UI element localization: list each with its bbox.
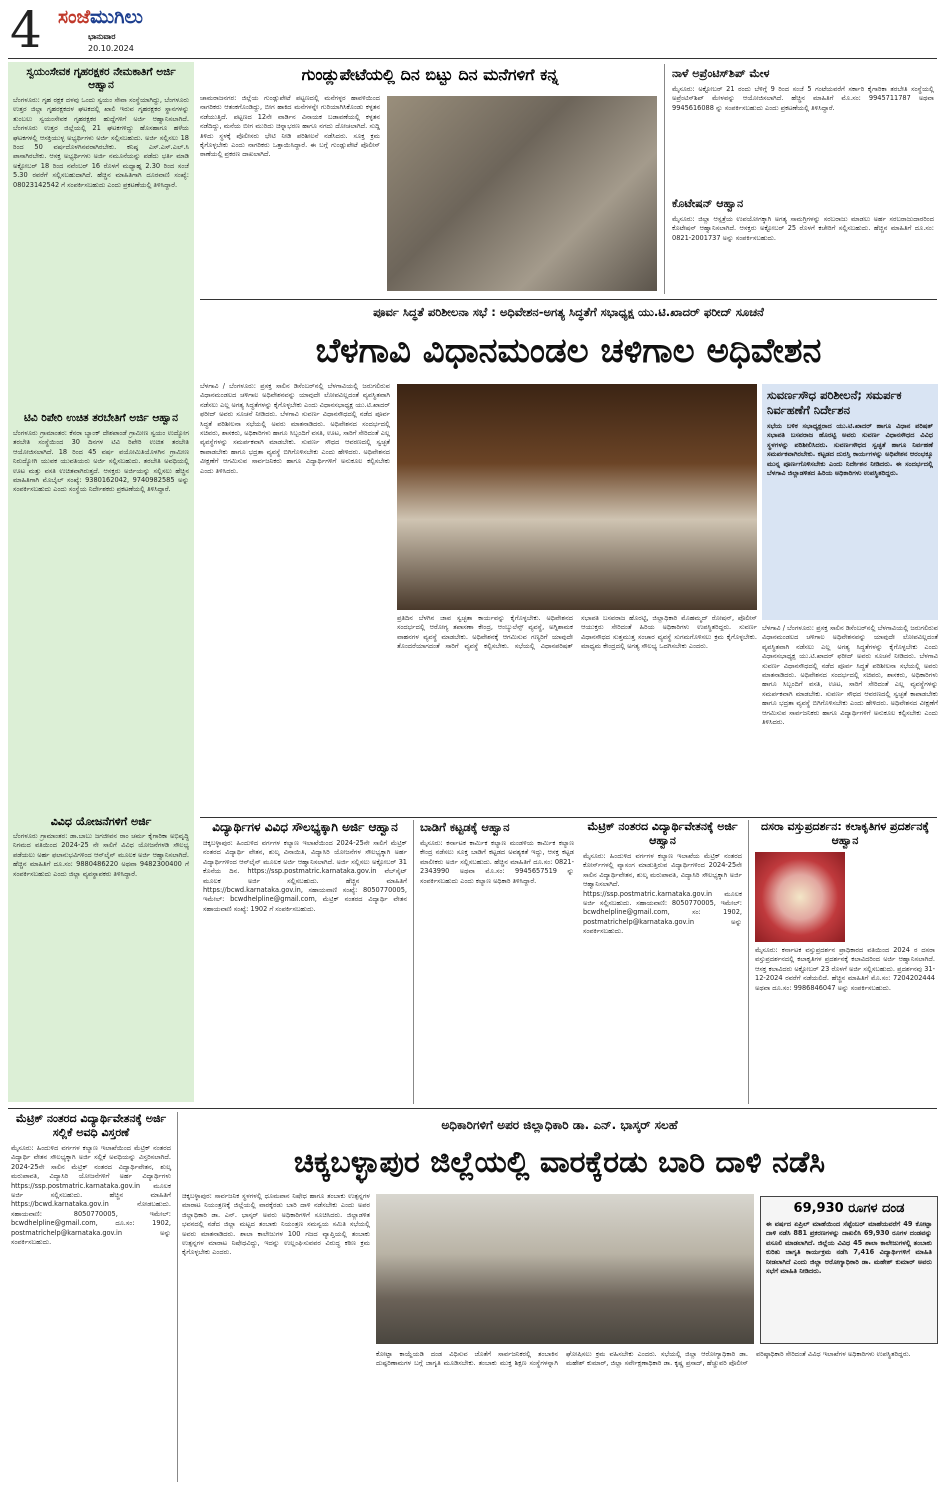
story-students: [200, 820, 410, 1104]
page-number: 4: [10, 2, 42, 58]
belagavi-body-bottom: ಪ್ರತಿದಿನ ಬೆಳಗಿನ ಜಾವ ಸ್ವಚ್ಛತಾ ಕಾರ್ಯವನ್ನು ಕೈಗೊಳ್ಳಬೇಕು. ಅಧಿವೇಶನದ ಸಂದರ್ಭದಲ್ಲಿ ಆರೋಗ್ಯ ತಪಾಸಣಾ ಕೇಂದ್ರ, ಆಂಬ್ಯುಲೆನ್ಸ್ ವ್ಯವಸ್ಥೆ, ಅಗ್ನಿಶಾಮಕ ವಾಹನಗಳ ವ್ಯವಸ್ಥೆ ಮಾಡಬೇಕು. ಅಧಿವೇಶನಕ್ಕೆ ಆಗಮಿಸುವ ಗಣ್ಯರಿಗೆ ಯಾವುದೇ ತೊಂದರೆಯಾಗದಂತೆ ಸಾರಿಗೆ ವ್ಯವಸ್ಥೆ ಕಲ್ಪಿಸಬೇಕು. ಸಭೆಯಲ್ಲಿ ವಿಧಾನಪರಿಷತ್ ಸಭಾಪತಿ ಬಸವರಾಜ ಹೊರಟ್ಟಿ, ಜಿಲ್ಲಾಧಿಕಾರಿ ಮೊಹಮ್ಮದ್ ರೋಷನ್, ಪೊಲೀಸ್ ಆಯುಕ್ತರು ಸೇರಿದಂತೆ ಹಿರಿಯ ಅಧಿಕಾರಿಗಳು ಉಪಸ್ಥಿತರಿದ್ದರು. ಸುವರ್ಣ ವಿಧಾನಸೌಧದ ಸುತ್ತಮುತ್ತ ಸಂಚಾರ ವ್ಯವಸ್ಥೆ ಸುಗಮಗೊಳಿಸಲು ಕ್ರಮ ಕೈಗೊಳ್ಳಬೇಕು. ಮಾಧ್ಯಮ ಕೇಂದ್ರದಲ್ಲಿ ಅಗತ್ಯ ಸೌಲಭ್ಯ ಒದಗಿಸಬೇಕು ಎಂದರು.: [397, 614, 757, 651]
gundlupete-headline: ಗುಂಡ್ಲುಪೇಟೆಯಲ್ಲಿ ದಿನ ಬಿಟ್ಟು ದಿನ ಮನೆಗಳಿಗೆ ಕನ್ನ: [301, 65, 559, 84]
left-heading-1: ಸ್ವಯಂಸೇವಕ ಗೃಹರಕ್ಷಕರ ನೇಮಕಾತಿಗೆ ಅರ್ಜಿ ಆಹ್ವಾನ: [26, 66, 176, 91]
left-column: [8, 62, 194, 1102]
left-body-1: ಬೆಂಗಳೂರು: ಗೃಹ ರಕ್ಷಕ ದಳವು ಒಂದು ಸ್ವಯಂ ಸೇವಾ ಸಂಸ್ಥೆಯಾಗಿದ್ದು, ಬೆಂಗಳೂರು ಉತ್ತರ ಜಿಲ್ಲಾ ಗೃಹರಕ್ಷಕದಳ ಘಟಕದಲ್ಲಿ ಖಾಲಿ ಇರುವ ಗೃಹರಕ್ಷಕರ ಸ್ಥಾನಗಳನ್ನು ತುಂಬಲು ಸ್ವಯಂಸೇವಕ ಗೃಹರಕ್ಷಕರ ಹುದ್ದೆಗಳಿಗೆ ಅರ್ಜಿ ಆಹ್ವಾನಿಸಲಾಗಿದೆ. ಬೆಂಗಳೂರು ಉತ್ತರ ಜಿಲ್ಲೆಯಲ್ಲಿ 21 ಘಟಕಗಳಿದ್ದು ಹೊಸಹಾಗೂ ಹಳೆಯ ಘಟಕಗಳಲ್ಲಿ ಆಸಕ್ತಿಯುಳ್ಳ ಅಭ್ಯರ್ಥಿಗಳು ಅರ್ಜಿ ಸಲ್ಲಿಸಬಹುದು. ಅರ್ಜಿ ಸಲ್ಲಿಸಲು 18 ರಿಂದ 50 ವರ್ಷದೊಳಗಿನವರಾಗಿರಬೇಕು. ಕನಿಷ್ಠ ಎಸ್.ಎಸ್.ಎಲ್.ಸಿ ಪಾಸಾಗಿರಬೇಕು. ಆಸಕ್ತ ಅಭ್ಯರ್ಥಿಗಳು ಅರ್ಜಿ ನಮೂನೆಯನ್ನು ಪಡೆದು ಭರ್ತಿ ಮಾಡಿ ಅಕ್ಟೋಬರ್ 18 ರಿಂದ ನವೆಂಬರ್ 16 ರೊಳಗೆ ಮಧ್ಯಾಹ್ನ 2.30 ರಿಂದ ಸಂಜೆ 5.30 ರವರೆಗೆ ಸಲ್ಲಿಸಬಹುದಾಗಿದೆ. ಹೆಚ್ಚಿನ ಮಾಹಿತಿಗಾಗಿ ದೂರವಾಣಿ ಸಂಖ್ಯೆ: 08023142542 ಗೆ ಸಂಪರ್ಕಿಸಬಹುದು ಎಂದು ಪ್ರಕಟಣೆಯಲ್ಲಿ ತಿಳಿಸಿದ್ದಾರೆ.: [13, 96, 189, 189]
story-gundlupete: [200, 62, 660, 294]
dasara-body: ಮೈಸೂರು: ಕರ್ನಾಟಕ ವಸ್ತುಪ್ರದರ್ಶನ ಪ್ರಾಧಿಕಾರದ ವತಿಯಿಂದ 2024 ರ ದಸರಾ ವಸ್ತುಪ್ರದರ್ಶನದಲ್ಲಿ ಕಲಾಕೃತಿಗಳ ಪ್ರದರ್ಶನಕ್ಕೆ ಕಲಾವಿದರಿಂದ ಅರ್ಜಿ ಆಹ್ವಾನಿಸಲಾಗಿದೆ. ಆಸಕ್ತ ಕಲಾವಿದರು ಅಕ್ಟೋಬರ್ 23 ರೊಳಗೆ ಅರ್ಜಿ ಸಲ್ಲಿಸಬಹುದು. ಪ್ರದರ್ಶನವು 31-12-2024 ರವರೆಗೆ ನಡೆಯಲಿದೆ. ಹೆಚ್ಚಿನ ಮಾಹಿತಿಗೆ ಮೊ.ಸಂ: 7204202444 ಅಥವಾ ದೂ.ಸಂ: 9986846047 ಅನ್ನು ಸಂಪರ್ಕಿಸಬಹುದು.: [755, 946, 935, 992]
belagavi-body-left: ಬೆಳಗಾವಿ / ಬೆಂಗಳೂರು: ಪ್ರಸಕ್ತ ಸಾಲಿನ ಡಿಸೆಂಬರ್‌ನಲ್ಲಿ ಬೆಳಗಾವಿಯಲ್ಲಿ ಜರುಗಲಿರುವ ವಿಧಾನಮಂಡಲದ ಚಳಿಗಾಲ ಅಧಿವೇಶನವನ್ನು ಯಾವುದೇ ಲೋಪವಿಲ್ಲದಂತೆ ವ್ಯವಸ್ಥಿತವಾಗಿ ನಡೆಸಲು ಎಲ್ಲ ಅಗತ್ಯ ಸಿದ್ಧತೆಗಳನ್ನು ಕೈಗೊಳ್ಳಬೇಕು ಎಂದು ವಿಧಾನಸಭಾಧ್ಯಕ್ಷ ಯು.ಟಿ.ಖಾದರ್ ಫರೀದ್ ಅವರು ಸೂಚನೆ ನೀಡಿದರು. ಬೆಳಗಾವಿ ಸುವರ್ಣ ವಿಧಾನಸೌಧದಲ್ಲಿ ನಡೆದ ಪೂರ್ವ ಸಿದ್ಧತೆ ಪರಿಶೀಲನಾ ಸಭೆಯಲ್ಲಿ ಅವರು ಮಾತನಾಡಿದರು. ಅಧಿವೇಶನದ ಸಂದರ್ಭದಲ್ಲಿ ಸಚಿವರು, ಶಾಸಕರು, ಅಧಿಕಾರಿಗಳು ಹಾಗೂ ಸಿಬ್ಬಂದಿಗೆ ವಸತಿ, ಊಟ, ಸಾರಿಗೆ ಸೇರಿದಂತೆ ಎಲ್ಲ ವ್ಯವಸ್ಥೆಗಳನ್ನು ಸಮರ್ಪಕವಾಗಿ ಮಾಡಬೇಕು. ಸುವರ್ಣ ಸೌಧದ ಆವರಣದಲ್ಲಿ ಸ್ವಚ್ಛತೆ ಕಾಪಾಡಬೇಕು ಹಾಗೂ ಭದ್ರತಾ ವ್ಯವಸ್ಥೆ ಬಿಗಿಗೊಳಿಸಬೇಕು ಎಂದು ಹೇಳಿದರು. ಅಧಿವೇಶನದ ವೀಕ್ಷಣೆಗೆ ಆಗಮಿಸುವ ಸಾರ್ವಜನಿಕರು ಹಾಗೂ ವಿದ್ಯಾರ್ಥಿಗಳಿಗೆ ಅನುಕೂಲ ಕಲ್ಪಿಸಬೇಕು ಎಂದು ತಿಳಿಸಿದರು.: [200, 382, 390, 475]
left-body-3: ಬೆಂಗಳೂರು ಗ್ರಾಮಾಂತರ: ಡಾ.ಬಾಬು ಜಗಜೀವನ ರಾಂ ಚರ್ಮ ಕೈಗಾರಿಕಾ ಅಭಿವೃದ್ಧಿ ನಿಗಮದ ವತಿಯಿಂದ 2024-25 ನೇ ಸಾಲಿಗೆ ವಿವಿಧ ಯೋಜನೆಗಳಡಿ ಸೌಲಭ್ಯ ಪಡೆಯಲು ಅರ್ಹ ಫಲಾನುಭವಿಗಳಿಂದ ಆನ್‌ಲೈನ್ ಮೂಲಕ ಅರ್ಜಿ ಆಹ್ವಾನಿಸಲಾಗಿದೆ. ಹೆಚ್ಚಿನ ಮಾಹಿತಿಗೆ ದೂ.ಸಂ: 9880486220 ಅಥವಾ 9482300400 ಗೆ ಸಂಪರ್ಕಿಸಬಹುದು ಎಂದು ಜಿಲ್ಲಾ ವ್ಯವಸ್ಥಾಪಕರು ತಿಳಿಸಿದ್ದಾರೆ.: [13, 832, 189, 878]
box-apprenticeship: [668, 64, 938, 192]
story-postmatric: [580, 820, 745, 1104]
chikkaballapura-body-right: ಕೋಟ್ಪಾ ಕಾಯ್ದೆಯಡಿ ದಂಡ ವಿಧಿಸುವ ಜೊತೆಗೆ ಸಾರ್ವಜನಿಕರಲ್ಲಿ ತಂಬಾಕಿನ ದುಷ್ಪರಿಣಾಮಗಳ ಬಗ್ಗೆ ಜಾಗೃತಿ ಮೂಡಿಸಬೇಕು. ತಂಬಾಕು ಮುಕ್ತ ಶಿಕ್ಷಣ ಸಂಸ್ಥೆಗಳನ್ನಾಗಿ ಘೋಷಿಸಲು ಕ್ರಮ ವಹಿಸಬೇಕು ಎಂದರು. ಸಭೆಯಲ್ಲಿ ಜಿಲ್ಲಾ ಆರೋಗ್ಯಾಧಿಕಾರಿ ಡಾ. ಮಹೇಶ್ ಕುಮಾರ್, ಜಿಲ್ಲಾ ಸರ್ವೇಕ್ಷಣಾಧಿಕಾರಿ ಡಾ. ಕೃಷ್ಣ ಪ್ರಸಾದ್, ಹೆಚ್ಚುವರಿ ಪೊಲೀಸ್ ವರಿಷ್ಠಾಧಿಕಾರಿ ಸೇರಿದಂತೆ ವಿವಿಧ ಇಲಾಖೆಗಳ ಅಧಿಕಾರಿಗಳು ಉಪಸ್ಥಿತರಿದ್ದರು.: [376, 1350, 911, 1368]
masthead: [0, 0, 945, 60]
quotation-heading: ಕೊಟೇಷನ್ ಆಹ್ವಾನ: [672, 197, 744, 210]
brand-logo: [58, 6, 178, 32]
divider-mid: [200, 817, 937, 818]
dasara-photo: [755, 852, 845, 942]
divider-top: [664, 64, 665, 294]
box-fine: [760, 1196, 938, 1344]
building-body: ಮೈಸೂರು: ಕರ್ನಾಟಕ ಕಾರ್ಮಿಕ ಕಲ್ಯಾಣ ಮಂಡಳಿಯ ಕಾರ್ಮಿಕ ಕಲ್ಯಾಣ ಕೇಂದ್ರ ನಡೆಸಲು ಸೂಕ್ತ ಬಾಡಿಗೆ ಕಟ್ಟಡದ ಅವಶ್ಯಕತೆ ಇದ್ದು, ಆಸಕ್ತ ಕಟ್ಟಡ ಮಾಲೀಕರು ಅರ್ಜಿ ಸಲ್ಲಿಸಬಹುದು. ಹೆಚ್ಚಿನ ಮಾಹಿತಿಗೆ ದೂ.ಸಂ: 0821-2343990 ಅಥವಾ ಮೊ.ಸಂ: 9945657519 ನ್ನು ಸಂಪರ್ಕಿಸಬಹುದು ಎಂದು ಕಲ್ಯಾಣ ಅಧಿಕಾರಿ ತಿಳಿಸಿದ್ದಾರೆ.: [420, 839, 574, 885]
issue-day: ಭಾನುವಾರ: [88, 32, 116, 41]
gundlupete-body: ಚಾಮರಾಜನಗರ: ಜಿಲ್ಲೆಯ ಗುಂಡ್ಲುಪೇಟೆ ಪಟ್ಟಣದಲ್ಲಿ ಮನೆಗಳ್ಳರ ಹಾವಳಿಯಿಂದ ನಾಗರಿಕರು ಆತಂಕಗೊಂಡಿದ್ದು, ಬೀಗ ಹಾಕಿದ ಮನೆಗಳನ್ನೇ ಗುರಿಯಾಗಿಸಿಕೊಂಡು ಕಳ್ಳತನ ನಡೆಯುತ್ತಿದೆ. ಪಟ್ಟಣದ 12ನೇ ವಾರ್ಡಿನ ವಿನಾಯಕ ಬಡಾವಣೆಯಲ್ಲಿ ಕಳ್ಳತನ ನಡೆದಿದ್ದು, ಮನೆಯ ಬೀಗ ಮುರಿದು ಚಿನ್ನಾಭರಣ ಹಾಗೂ ನಗದು ದೋಚಲಾಗಿದೆ. ಸುದ್ದಿ ತಿಳಿದು ಸ್ಥಳಕ್ಕೆ ಪೊಲೀಸರು ಭೇಟಿ ನೀಡಿ ಪರಿಶೀಲನೆ ನಡೆಸಿದರು. ಸೂಕ್ತ ಕ್ರಮ ಕೈಗೊಳ್ಳಬೇಕು ಎಂದು ನಾಗರಿಕರು ಒತ್ತಾಯಿಸಿದ್ದಾರೆ. ಈ ಬಗ್ಗೆ ಗುಂಡ್ಲುಪೇಟೆ ಪೊಲೀಸ್ ಠಾಣೆಯಲ್ಲಿ ಪ್ರಕರಣ ದಾಖಲಾಗಿದೆ.: [200, 94, 380, 159]
brand-right: ಮುಗಿಲು: [90, 6, 143, 28]
left-body-2: ಬೆಂಗಳೂರು ಗ್ರಾಮಾಂತರ: ಕೆನರಾ ಬ್ಯಾಂಕ್ ದೇಶಪಾಂಡೆ ಗ್ರಾಮೀಣ ಸ್ವಯಂ ಉದ್ಯೋಗ ತರಬೇತಿ ಸಂಸ್ಥೆಯಿಂದ 30 ದಿನಗಳ ಟಿವಿ ರಿಪೇರಿ ಉಚಿತ ತರಬೇತಿ ಆಯೋಜಿಸಲಾಗಿದೆ. 18 ರಿಂದ 45 ವರ್ಷ ವಯೋಮಿತಿಯೊಳಗಿನ ಗ್ರಾಮೀಣ ನಿರುದ್ಯೋಗಿ ಯುವಕ ಯುವತಿಯರು ಅರ್ಜಿ ಸಲ್ಲಿಸಬಹುದು. ತರಬೇತಿ ಅವಧಿಯಲ್ಲಿ ಊಟ ಮತ್ತು ವಸತಿ ಉಚಿತವಾಗಿರುತ್ತದೆ. ಆಸಕ್ತರು ಅರ್ಜಿಯನ್ನು ಸಲ್ಲಿಸಲು ಹೆಚ್ಚಿನ ಮಾಹಿತಿಗಾಗಿ ಮೊಬೈಲ್ ಸಂಖ್ಯೆ: 9380162042, 9740982585 ಅನ್ನು ಸಂಪರ್ಕಿಸಬಹುದು ಎಂದು ಸಂಸ್ಥೆಯ ನಿರ್ದೇಶಕರು ಪ್ರಕಟಣೆಯಲ್ಲಿ ತಿಳಿಸಿದ್ದಾರೆ.: [13, 429, 189, 494]
brand-left: ಸಂಜೆ: [58, 6, 91, 28]
divider-dasara: [748, 820, 749, 1104]
chikkaballapura-body-left: ಚಿಕ್ಕಬಳ್ಳಾಪುರ: ಸಾರ್ವಜನಿಕ ಸ್ಥಳಗಳಲ್ಲಿ ಧೂಮಪಾನ ನಿಷೇಧ ಹಾಗೂ ತಂಬಾಕು ಉತ್ಪನ್ನಗಳ ಮಾರಾಟ ನಿಯಂತ್ರಣಕ್ಕೆ ಜಿಲ್ಲೆಯಲ್ಲಿ ವಾರಕ್ಕೆರಡು ಬಾರಿ ದಾಳಿ ನಡೆಸಬೇಕು ಎಂದು ಅಪರ ಜಿಲ್ಲಾಧಿಕಾರಿ ಡಾ. ಎನ್. ಭಾಸ್ಕರ್ ಅವರು ಅಧಿಕಾರಿಗಳಿಗೆ ಸೂಚಿಸಿದರು. ಜಿಲ್ಲಾಡಳಿತ ಭವನದಲ್ಲಿ ನಡೆದ ಜಿಲ್ಲಾ ಮಟ್ಟದ ತಂಬಾಕು ನಿಯಂತ್ರಣ ಸಮನ್ವಯ ಸಮಿತಿ ಸಭೆಯಲ್ಲಿ ಅವರು ಮಾತನಾಡಿದರು. ಶಾಲಾ ಕಾಲೇಜುಗಳ 100 ಗಜದ ವ್ಯಾಪ್ತಿಯಲ್ಲಿ ತಂಬಾಕು ಉತ್ಪನ್ನಗಳ ಮಾರಾಟ ನಿಷೇಧವಿದ್ದು, ಇದನ್ನು ಉಲ್ಲಂಘಿಸುವವರ ವಿರುದ್ಧ ಕಠಿಣ ಕ್ರಮ ಕೈಗೊಳ್ಳಬೇಕು ಎಂದರು.: [182, 1192, 370, 1257]
quotation-body: ಮೈಸೂರು: ಜಿಲ್ಲಾ ಆಸ್ಪತ್ರೆಯ ಉಪಯೋಗಕ್ಕಾಗಿ ಅಗತ್ಯ ಸಾಮಗ್ರಿಗಳನ್ನು ಸರಬರಾಜು ಮಾಡಲು ಅರ್ಹ ಸರಬರಾಜುದಾರರಿಂದ ಕೊಟೇಷನ್ ಆಹ್ವಾನಿಸಲಾಗಿದೆ. ಆಸಕ್ತರು ಅಕ್ಟೋಬರ್ 25 ರೊಳಗೆ ಕಚೇರಿಗೆ ಸಲ್ಲಿಸಬಹುದು. ಹೆಚ್ಚಿನ ಮಾಹಿತಿಗೆ ದೂ.ಸಂ: 0821-2001737 ಅನ್ನು ಸಂಪರ್ಕಿಸಬಹುದು.: [672, 215, 934, 242]
box-quotation: [668, 194, 938, 294]
students-heading: ವಿದ್ಯಾರ್ಥಿಗಳ ವಿವಿಧ ಸೌಲಭ್ಯಕ್ಕಾಗಿ ಅರ್ಜಿ ಆಹ್ವಾನ: [212, 820, 398, 834]
left-heading-2: ಟಿವಿ ರಿಪೇರಿ ಉಚಿತ ತರಬೇತಿಗೆ ಅರ್ಜಿ ಆಹ್ವಾನ: [24, 412, 178, 424]
postmatric-body: ಮೈಸೂರು: ಹಿಂದುಳಿದ ವರ್ಗಗಳ ಕಲ್ಯಾಣ ಇಲಾಖೆಯ ಮೆಟ್ರಿಕ್ ನಂತರದ ಕೋರ್ಸ್‌ಗಳಲ್ಲಿ ವ್ಯಾಸಂಗ ಮಾಡುತ್ತಿರುವ ವಿದ್ಯಾರ್ಥಿಗಳಿಂದ 2024-25ನೇ ಸಾಲಿನ ವಿದ್ಯಾರ್ಥಿವೇತನ, ಶುಲ್ಕ ಮರುಪಾವತಿ, ವಿದ್ಯಾಸಿರಿ ಸೌಲಭ್ಯಕ್ಕಾಗಿ ಅರ್ಜಿ ಆಹ್ವಾನಿಸಲಾಗಿದೆ. https://ssp.postmatric.karnataka.gov.in ಮೂಲಕ ಅರ್ಜಿ ಸಲ್ಲಿಸಬಹುದು. ಸಹಾಯವಾಣಿ: 8050770005, ಇಮೇಲ್: bcwdhelpline@gmail.com, ಸಂ: 1902, postmatrichelp@karnataka.gov.in ಅನ್ನು ಸಂಪರ್ಕಿಸಬಹುದು.: [583, 852, 742, 936]
divider-students: [413, 820, 414, 1104]
suvarnasoudha-body: ಸಭೆಯ ಬಳಿಕ ಸಭಾಧ್ಯಕ್ಷರಾದ ಯು.ಟಿ.ಖಾದರ್ ಹಾಗೂ ವಿಧಾನ ಪರಿಷತ್ ಸಭಾಪತಿ ಬಸವರಾಜ ಹೊರಟ್ಟಿ ಅವರು ಸುವರ್ಣ ವಿಧಾನಸೌಧದ ವಿವಿಧ ಸ್ಥಳಗಳನ್ನು ಪರಿಶೀಲಿಸಿದರು. ಸುವರ್ಣಸೌಧದ ಸ್ವಚ್ಛತೆ ಹಾಗೂ ನಿರ್ವಹಣೆ ಸಮರ್ಪಕವಾಗಿರಬೇಕು. ಕಟ್ಟಡದ ದುರಸ್ತಿ ಕಾರ್ಯಗಳನ್ನು ಅಧಿವೇಶನ ಆರಂಭಕ್ಕೂ ಮುನ್ನ ಪೂರ್ಣಗೊಳಿಸಬೇಕು ಎಂದು ನಿರ್ದೇಶನ ನೀಡಿದರು. ಈ ಸಂದರ್ಭದಲ್ಲಿ ಬೆಳಗಾವಿ ಜಿಲ್ಲಾಡಳಿತದ ಹಿರಿಯ ಅಧಿಕಾರಿಗಳು ಉಪಸ್ಥಿತರಿದ್ದರು.: [767, 422, 933, 478]
divider-bottom: [8, 1108, 937, 1109]
divider-belagavi-top: [200, 299, 937, 300]
belagavi-body-right-text: ಬೆಳಗಾವಿ / ಬೆಂಗಳೂರು: ಪ್ರಸಕ್ತ ಸಾಲಿನ ಡಿಸೆಂಬರ್‌ನಲ್ಲಿ ಬೆಳಗಾವಿಯಲ್ಲಿ ಜರುಗಲಿರುವ ವಿಧಾನಮಂಡಲದ ಚಳಿಗಾಲ ಅಧಿವೇಶನವನ್ನು ಯಾವುದೇ ಲೋಪವಿಲ್ಲದಂತೆ ವ್ಯವಸ್ಥಿತವಾಗಿ ನಡೆಸಲು ಎಲ್ಲ ಅಗತ್ಯ ಸಿದ್ಧತೆಗಳನ್ನು ಕೈಗೊಳ್ಳಬೇಕು ಎಂದು ವಿಧಾನಸಭಾಧ್ಯಕ್ಷ ಯು.ಟಿ.ಖಾದರ್ ಫರೀದ್ ಅವರು ಸೂಚನೆ ನೀಡಿದರು. ಬೆಳಗಾವಿ ಸುವರ್ಣ ವಿಧಾನಸೌಧದಲ್ಲಿ ನಡೆದ ಪೂರ್ವ ಸಿದ್ಧತೆ ಪರಿಶೀಲನಾ ಸಭೆಯಲ್ಲಿ ಅವರು ಮಾತನಾಡಿದರು. ಅಧಿವೇಶನದ ಸಂದರ್ಭದಲ್ಲಿ ಸಚಿವರು, ಶಾಸಕರು, ಅಧಿಕಾರಿಗಳು ಹಾಗೂ ಸಿಬ್ಬಂದಿಗೆ ವಸತಿ, ಊಟ, ಸಾರಿಗೆ ಸೇರಿದಂತೆ ಎಲ್ಲ ವ್ಯವಸ್ಥೆಗಳನ್ನು ಸಮರ್ಪಕವಾಗಿ ಮಾಡಬೇಕು. ಸುವರ್ಣ ಸೌಧದ ಆವರಣದಲ್ಲಿ ಸ್ವಚ್ಛತೆ ಕಾಪಾಡಬೇಕು ಹಾಗೂ ಭದ್ರತಾ ವ್ಯವಸ್ಥೆ ಬಿಗಿಗೊಳಿಸಬೇಕು ಎಂದು ಹೇಳಿದರು. ಅಧಿವೇಶನದ ವೀಕ್ಷಣೆಗೆ ಆಗಮಿಸುವ ಸಾರ್ವಜನಿಕರು ಹಾಗೂ ವಿದ್ಯಾರ್ಥಿಗಳಿಗೆ ಅನುಕೂಲ ಕಲ್ಪಿಸಬೇಕು ಎಂದು ತಿಳಿಸಿದರು.: [762, 624, 938, 727]
fine-heading: 69,930 ರೂಗಳ ದಂಡ: [793, 1201, 905, 1216]
belagavi-headline: ಬೆಳಗಾವಿ ವಿಧಾನಮಂಡಲ ಚಳಿಗಾಲ ಅಧಿವೇಶನ: [315, 331, 822, 371]
issue-date: 20.10.2024: [88, 44, 134, 53]
divider-bottom-left: [177, 1112, 178, 1482]
chikkaballapura-photo: [376, 1194, 754, 1344]
apprenticeship-heading: ನಾಳೆ ಅಪ್ರೆಂಟಿಸ್‌ಶಿಪ್ ಮೇಳ: [672, 67, 770, 80]
bottom-left-body: ಮೈಸೂರು: ಹಿಂದುಳಿದ ವರ್ಗಗಳ ಕಲ್ಯಾಣ ಇಲಾಖೆಯಿಂದ ಮೆಟ್ರಿಕ್ ನಂತರದ ವಿದ್ಯಾರ್ಥಿ ವೇತನ ಸೌಲಭ್ಯಕ್ಕಾಗಿ ಅರ್ಜಿ ಸಲ್ಲಿಕೆ ಅವಧಿಯನ್ನು ವಿಸ್ತರಿಸಲಾಗಿದೆ. 2024-25ನೇ ಸಾಲಿನ ಮೆಟ್ರಿಕ್ ನಂತರದ ವಿದ್ಯಾರ್ಥಿವೇತನ, ಶುಲ್ಕ ಮರುಪಾವತಿ, ವಿದ್ಯಾಸಿರಿ ಯೋಜನೆಗಳಿಗೆ ಅರ್ಹ ವಿದ್ಯಾರ್ಥಿಗಳು https://ssp.postmatric.karnataka.gov.in ಮೂಲಕ ಅರ್ಜಿ ಸಲ್ಲಿಸಬಹುದು. ಹೆಚ್ಚಿನ ಮಾಹಿತಿಗೆ https://bcwd.karnataka.gov.in ನೋಡಬಹುದು. ಸಹಾಯವಾಣಿ: 8050770005, ಇಮೇಲ್: bcwdhelpline@gmail.com, ದೂ.ಸಂ: 1902, postmatrichelp@karnataka.gov.in ಅನ್ನು ಸಂಪರ್ಕಿಸಬಹುದು.: [11, 1144, 171, 1247]
apprenticeship-body: ಮೈಸೂರು: ಅಕ್ಟೋಬರ್ 21 ರಂದು ಬೆಳಿಗ್ಗೆ 9 ರಿಂದ ಸಂಜೆ 5 ಗಂಟೆಯವರೆಗೆ ಸರ್ಕಾರಿ ಕೈಗಾರಿಕಾ ತರಬೇತಿ ಸಂಸ್ಥೆಯಲ್ಲಿ ಅಪ್ರೆಂಟಿಸ್‌ಶಿಪ್ ಮೇಳವನ್ನು ಆಯೋಜಿಸಲಾಗಿದೆ. ಹೆಚ್ಚಿನ ಮಾಹಿತಿಗೆ ಮೊ.ಸಂ: 9945711787 ಅಥವಾ 9945616088 ನ್ನು ಸಂಪರ್ಕಿಸಬಹುದು ಎಂದು ಪ್ರಕಟಣೆಯಲ್ಲಿ ತಿಳಿಸಿದ್ದಾರೆ.: [672, 85, 934, 112]
story-building: [417, 820, 577, 1104]
chikkaballapura-headline: ಚಿಕ್ಕಬಳ್ಳಾಪುರ ಜಿಲ್ಲೆಯಲ್ಲಿ ವಾರಕ್ಕೆರಡು ಬಾರಿ ದಾಳಿ ನಡೆಸಿ: [293, 1145, 826, 1180]
story-dasara: [752, 820, 938, 1104]
students-body: ಚಿಕ್ಕಬಳ್ಳಾಪುರ: ಹಿಂದುಳಿದ ವರ್ಗಗಳ ಕಲ್ಯಾಣ ಇಲಾಖೆಯಿಂದ 2024-25ನೇ ಸಾಲಿಗೆ ಮೆಟ್ರಿಕ್ ನಂತರದ ವಿದ್ಯಾರ್ಥಿ ವೇತನ, ಶುಲ್ಕ ವಿನಾಯಿತಿ, ವಿದ್ಯಾಸಿರಿ ಯೋಜನೆಗಳ ಸೌಲಭ್ಯಕ್ಕಾಗಿ ಅರ್ಹ ವಿದ್ಯಾರ್ಥಿಗಳಿಂದ ಆನ್‌ಲೈನ್ ಮೂಲಕ ಅರ್ಜಿ ಆಹ್ವಾನಿಸಲಾಗಿದೆ. ಅರ್ಜಿ ಸಲ್ಲಿಸಲು ಅಕ್ಟೋಬರ್ 31 ಕೊನೆಯ ದಿನ. https://ssp.postmatric.karnataka.gov.in ವೆಬ್‌ಸೈಟ್ ಮೂಲಕ ಅರ್ಜಿ ಸಲ್ಲಿಸಬಹುದು. ಹೆಚ್ಚಿನ ಮಾಹಿತಿಗೆ https://bcwd.karnataka.gov.in, ಸಹಾಯವಾಣಿ ಸಂಖ್ಯೆ: 8050770005, ಇಮೇಲ್: bcwdhelpline@gmail.com, ಮೆಟ್ರಿಕ್ ನಂತರದ ವಿದ್ಯಾರ್ಥಿ ವೇತನ ಸಹಾಯವಾಣಿ ಸಂಖ್ಯೆ: 1902 ಗೆ ಸಂಪರ್ಕಿಸಬಹುದು.: [203, 839, 407, 913]
dasara-heading: ದಸರಾ ವಸ್ತುಪ್ರದರ್ಶನ: ಕಲಾಕೃತಿಗಳ ಪ್ರದರ್ಶನಕ್ಕೆ ಆಹ್ವಾನ: [761, 820, 929, 847]
chikkaballapura-kicker: ಅಧಿಕಾರಿಗಳಿಗೆ ಅಪರ ಜಿಲ್ಲಾಧಿಕಾರಿ ಡಾ. ಎನ್. ಭಾಸ್ಕರ್ ಸಲಹೆ: [441, 1118, 678, 1132]
box-suvarnasoudha: [762, 384, 938, 620]
left-heading-3: ವಿವಿಧ ಯೋಜನೆಗಳಿಗೆ ಅರ್ಜಿ: [50, 815, 152, 828]
gundlupete-photo: [387, 96, 657, 291]
belagavi-body-right: [762, 624, 938, 812]
bottom-left-heading: ಮೆಟ್ರಿಕ್ ನಂತರದ ವಿದ್ಯಾರ್ಥಿವೇತನಕ್ಕೆ ಅರ್ಜಿ ಸಲ್ಲಿಕೆ ಅವಧಿ ವಿಸ್ತರಣೆ: [15, 1112, 167, 1139]
building-heading: ಬಾಡಿಗೆ ಕಟ್ಟಡಕ್ಕೆ ಆಹ್ವಾನ: [420, 820, 510, 834]
postmatric-heading: ಮೆಟ್ರಿಕ್ ನಂತರದ ವಿದ್ಯಾರ್ಥಿವೇತನಕ್ಕೆ ಅರ್ಜಿ ಆಹ್ವಾನ: [587, 820, 738, 847]
suvarnasoudha-heading: ಸುವರ್ಣಸೌಧ ಪರಿಶೀಲನೆ; ಸಮರ್ಪಕ ನಿರ್ವಹಣೆಗೆ ನಿರ್ದೇಶನ: [767, 388, 902, 417]
masthead-rule: [8, 58, 937, 59]
fine-body: ಈ ವರ್ಷದ ಏಪ್ರಿಲ್ ಮಾಹೆಯಿಂದ ಸೆಪ್ಟೆಂಬರ್ ಮಾಹೆಯವರೆಗೆ 49 ಕೋಟ್ಪಾ ದಾಳಿ ನಡೆಸಿ 881 ಪ್ರಕರಣಗಳನ್ನು ದಾಖಲಿಸಿ 69,930 ರೂಗಳ ದಂಡವನ್ನು ವಸೂಲಿ ಮಾಡಲಾಗಿದೆ. ಜಿಲ್ಲೆಯ ವಿವಿಧ 45 ಶಾಲಾ ಕಾಲೇಜುಗಳಲ್ಲಿ ತಂಬಾಕು ಕುರಿತು ಜಾಗೃತಿ ಕಾರ್ಯಕ್ರಮ ನಡೆಸಿ 7,416 ವಿದ್ಯಾರ್ಥಿಗಳಿಗೆ ಮಾಹಿತಿ ನೀಡಲಾಗಿದೆ ಎಂದು ಜಿಲ್ಲಾ ಆರೋಗ್ಯಾಧಿಕಾರಿ ಡಾ. ಮಹೇಶ್ ಕುಮಾರ್ ಅವರು ಸಭೆಗೆ ಮಾಹಿತಿ ನೀಡಿದರು.: [766, 1220, 932, 1276]
belagavi-kicker: ಪೂರ್ವ ಸಿದ್ಧತೆ ಪರಿಶೀಲನಾ ಸಭೆ : ಅಧಿವೇಶನ-ಅಗತ್ಯ ಸಿದ್ಧತೆಗೆ ಸಭಾಧ್ಯಕ್ಷ ಯು.ಟಿ.ಖಾದರ್ ಫರೀದ್ ಸೂಚನೆ: [373, 305, 764, 319]
bottom-left: [8, 1112, 174, 1482]
belagavi-photo: [397, 384, 757, 610]
